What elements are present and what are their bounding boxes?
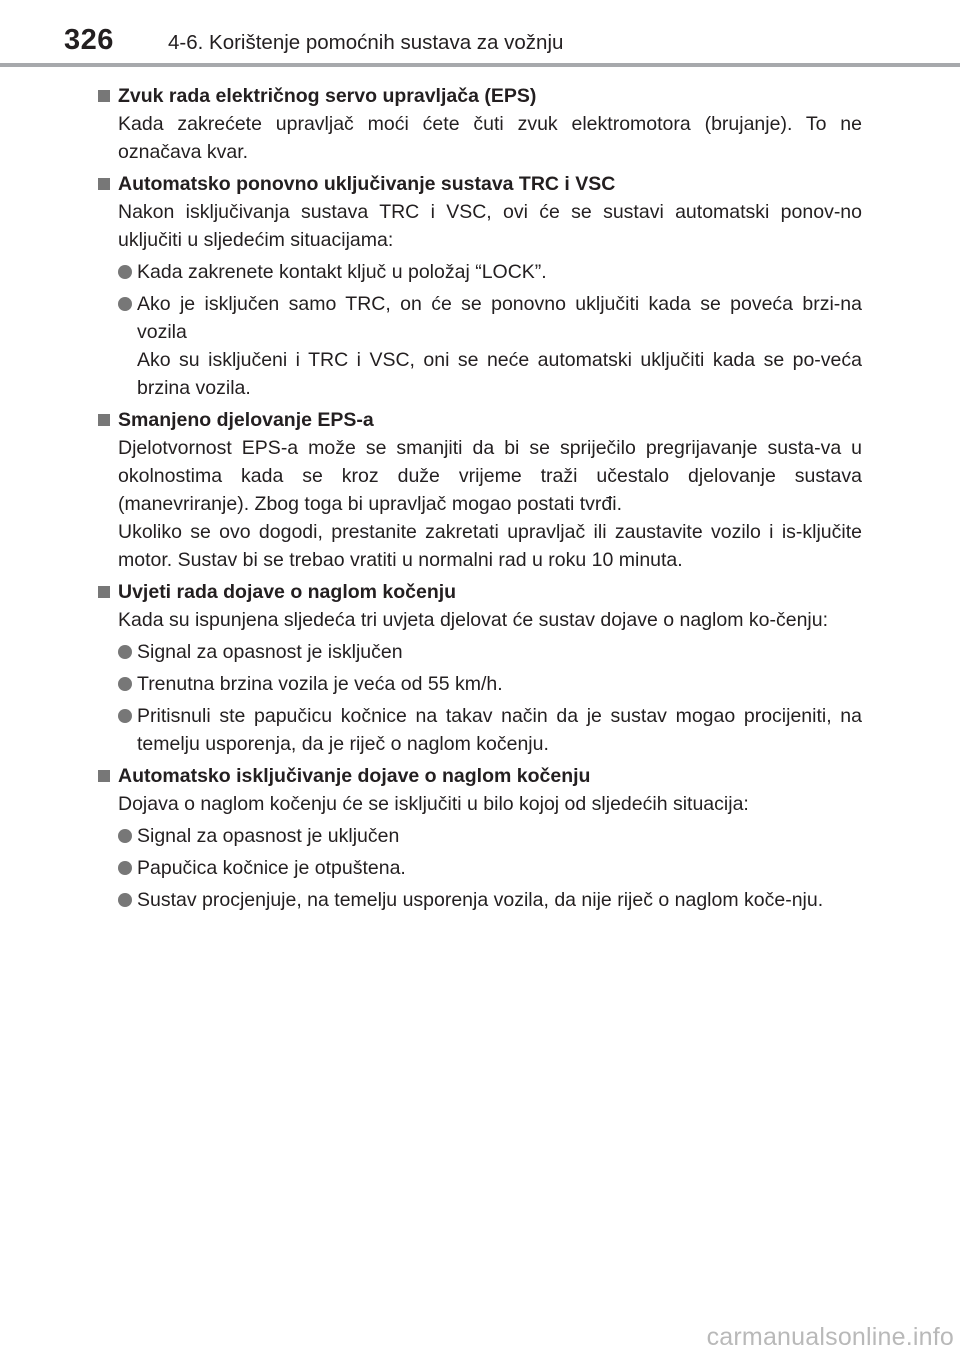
square-bullet-icon — [98, 770, 110, 782]
list-item: Signal za opasnost je uključen — [118, 822, 862, 850]
list-item: Pritisnuli ste papučicu kočnice na takav način da je sustav mogao procijeniti, na temelju usporenja, da je riječ o naglom kočenju. — [118, 702, 862, 758]
circle-bullet-icon — [118, 829, 132, 843]
section-title-eps-sound: Zvuk rada električnog servo upravljača (EPS) — [98, 82, 862, 110]
watermark: carmanualsonline.info — [706, 1323, 954, 1351]
section-title-eps-reduced: Smanjeno djelovanje EPS-a — [98, 406, 862, 434]
paragraph: Kada su ispunjena sljedeća tri uvjeta djelovat će sustav dojave o naglom ko-čenju: — [118, 609, 829, 631]
circle-bullet-icon — [118, 893, 132, 907]
list-item: Signal za opasnost je isključen — [118, 638, 862, 666]
section-title-brake-signal-conditions: Uvjeti rada dojave o naglom kočenju — [98, 578, 862, 606]
circle-bullet-icon — [118, 297, 132, 311]
paragraph: Dojava o naglom kočenju će se isključiti u bilo kojoj od sljedećih situacija: — [118, 793, 749, 815]
paragraph: Kada zakrećete upravljač moći ćete čuti zvuk elektromotora (brujanje). To ne označava kvar. — [118, 113, 862, 163]
square-bullet-icon — [98, 90, 110, 102]
list-item: Papučica kočnice je otpuštena. — [118, 854, 862, 882]
circle-bullet-icon — [118, 861, 132, 875]
page-number: 326 — [64, 24, 114, 56]
paragraph: Djelotvornost EPS-a može se smanjiti da bi se spriječilo pregrijavanje susta-va u okolnostima kada se kroz duže vrijeme traži učestalo djelovanje sustava (manevriranje). Zbog toga bi upravljač mogao postati tvrđi. Ukoliko se ovo dogodi, prestanite zakretati upravljač ili zaustavite vozilo i is-ključite motor. Sustav bi se trebao vratiti u normalni rad u roku 10 minuta. — [118, 437, 862, 571]
header-divider — [0, 63, 960, 67]
list-item: Ako je isključen samo TRC, on će se ponovno uključiti kada se poveća brzi-na vozila Ako su isključeni i TRC i VSC, oni se neće automatski uključiti kada se po-veća brzina vozila. — [118, 290, 862, 402]
square-bullet-icon — [98, 586, 110, 598]
section-title-brake-signal-cancel: Automatsko isključivanje dojave o naglom kočenju — [98, 762, 862, 790]
page-header — [0, 0, 960, 70]
square-bullet-icon — [98, 178, 110, 190]
circle-bullet-icon — [118, 645, 132, 659]
section-title-trc-vsc: Automatsko ponovno uključivanje sustava TRC i VSC — [98, 170, 862, 198]
chapter-title: 4-6. Korištenje pomoćnih sustava za vožnju — [168, 31, 564, 54]
paragraph: Nakon isključivanja sustava TRC i VSC, ovi će se sustavi automatski ponov-no uključiti u sljedećim situacijama: — [118, 201, 862, 251]
main-content — [98, 80, 862, 918]
circle-bullet-icon — [118, 709, 132, 723]
list-item: Kada zakrenete kontakt ključ u položaj “LOCK”. — [118, 258, 862, 286]
circle-bullet-icon — [118, 265, 132, 279]
list-item: Trenutna brzina vozila je veća od 55 km/h. — [118, 670, 862, 698]
circle-bullet-icon — [118, 677, 132, 691]
list-item: Sustav procjenjuje, na temelju usporenja vozila, da nije riječ o naglom koče-nju. — [118, 886, 862, 914]
square-bullet-icon — [98, 414, 110, 426]
